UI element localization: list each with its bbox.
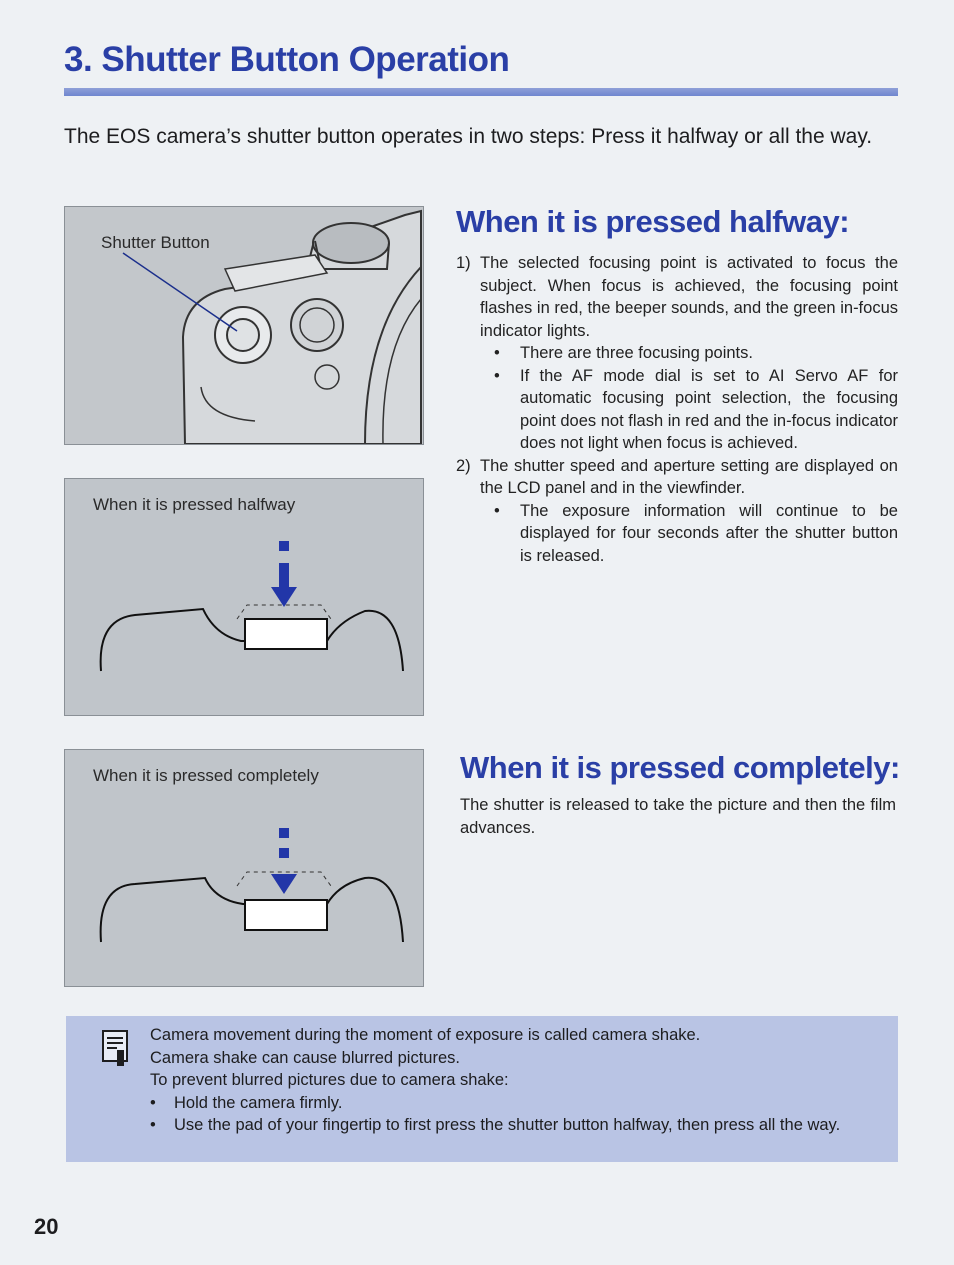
completely-illustration (64, 749, 424, 987)
arrow-shaft (279, 563, 289, 589)
camera-illustration (64, 206, 424, 445)
item-text: The selected focusing point is activated to focus the subject. When focus is achieved, the focusing point flashes in red, the beeper sounds, and the green in-focus indicator lights. (480, 254, 898, 340)
bullet-icon: • (494, 344, 500, 362)
bullet-icon: • (150, 1116, 156, 1134)
shutter-button-shape (245, 619, 327, 649)
note-bullet (150, 1114, 868, 1137)
arrow-segment (279, 541, 289, 551)
bullet-icon: • (494, 366, 500, 385)
page-title: 3. Shutter Button Operation (64, 40, 510, 79)
completely-label: When it is pressed completely (93, 766, 319, 785)
title-underline (64, 88, 898, 96)
bullet-icon: • (494, 501, 500, 520)
sub-bullet (456, 342, 898, 365)
note-box (66, 1016, 898, 1162)
note-body (150, 1024, 868, 1137)
sub-bullet (456, 500, 898, 568)
note-bullet (150, 1092, 868, 1115)
note-line: To prevent blurred pictures due to camera shake: (150, 1071, 509, 1089)
sub-bullet (456, 365, 898, 455)
halfway-illustration (64, 478, 424, 716)
halfway-list (456, 252, 898, 567)
bullet-text: If the AF mode dial is set to AI Servo AF for automatic focusing point selection, the focusing point does not flash in red and the in-focus indicator does not light when focus is achieved. (520, 366, 898, 452)
shutter-button-label: Shutter Button (101, 233, 210, 252)
halfway-heading: When it is pressed halfway: (456, 204, 850, 239)
list-item (456, 455, 898, 500)
item-number: 1) (456, 254, 471, 272)
item-text: The shutter speed and aperture setting are displayed on the LCD panel and in the viewfinder. (480, 456, 898, 497)
bullet-text: Hold the camera firmly. (174, 1093, 343, 1112)
shutter-button-shape (245, 900, 327, 930)
completely-heading: When it is pressed completely: (460, 750, 900, 785)
note-line: Camera shake can cause blurred pictures. (150, 1048, 460, 1067)
arrow-segment-2 (279, 848, 289, 858)
page-number: 20 (34, 1214, 59, 1239)
bullet-text: There are three focusing points. (520, 344, 753, 362)
item-number: 2) (456, 456, 471, 475)
note-line: Camera movement during the moment of exposure is called camera shake. (150, 1026, 701, 1044)
note-icon (102, 1030, 128, 1068)
intro-paragraph: The EOS camera’s shutter button operates in two steps: Press it halfway or all the way. (64, 125, 873, 148)
halfway-label: When it is pressed halfway (93, 495, 296, 514)
completely-text: The shutter is released to take the picture and then the film advances. (460, 796, 896, 837)
bullet-icon: • (150, 1093, 156, 1112)
arrow-segment-1 (279, 828, 289, 838)
list-item (456, 252, 898, 342)
bullet-text: Use the pad of your fingertip to first press the shutter button halfway, then press all the way. (174, 1116, 841, 1134)
bullet-text: The exposure information will continue to be displayed for four seconds after the shutter button is released. (520, 501, 898, 565)
